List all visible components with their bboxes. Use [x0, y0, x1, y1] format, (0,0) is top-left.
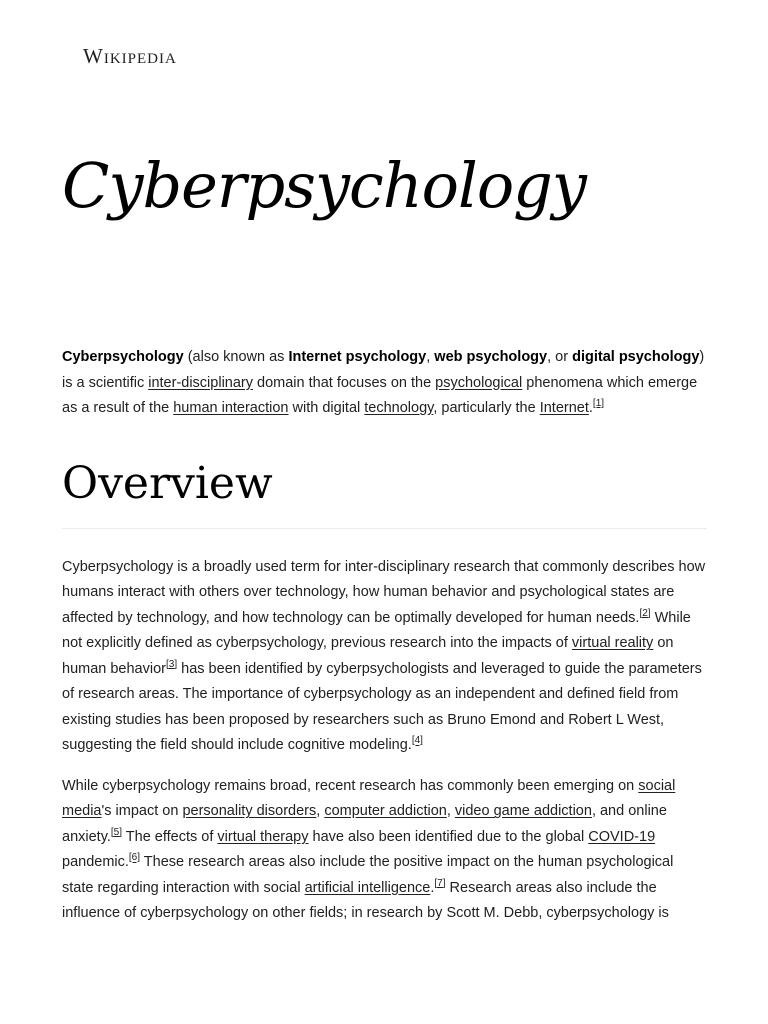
- para-text: on human behavior: [62, 635, 674, 677]
- reference-link[interactable]: [7]: [434, 878, 446, 890]
- para-text: Cyberpsychology is a broadly used term for inter-disciplinary research that commonly describes how humans interact with others over technology, how human behavior and psychological states are affected by technology, and how technology can be optimally developed for human needs.: [62, 558, 706, 626]
- term-bold: Cyberpsychology: [62, 349, 184, 365]
- intro-text: with digital: [288, 400, 365, 416]
- link-computer-addiction[interactable]: computer addiction: [324, 803, 447, 820]
- alt-name-bold: digital psychology: [572, 349, 700, 365]
- para-text: While not explicitly defined as cyberpsychology, previous research into the impacts of: [62, 609, 691, 652]
- para-text: has been identified by cyberpsychologists and leveraged to guide the parameters of research areas. The importance of cyberpsychology as an independent and defined field from existing studies has been proposed by researchers such as Bruno Emond and Robert L West, suggesting the field should include cognitive modeling.: [62, 660, 702, 754]
- link-video-game-addiction[interactable]: video game addiction: [454, 803, 592, 820]
- link-covid-19[interactable]: COVID-19: [588, 828, 656, 845]
- para-text: ,: [316, 803, 325, 820]
- link-personality-disorders[interactable]: personality disorders: [182, 803, 317, 820]
- intro-text: (also known as: [183, 349, 289, 365]
- reference-2: [639, 608, 650, 619]
- intro-paragraph: [62, 345, 707, 422]
- intro-text: , or: [547, 349, 573, 365]
- reference-7: [434, 878, 445, 889]
- para-text: The effects of: [122, 828, 218, 845]
- link-virtual-reality[interactable]: virtual reality: [571, 635, 654, 652]
- link-technology[interactable]: technology: [364, 400, 434, 416]
- link-psychological[interactable]: psychological: [435, 374, 523, 391]
- reference-link[interactable]: [2]: [639, 608, 651, 620]
- para-text: 's impact on: [101, 803, 183, 820]
- reference-link[interactable]: [1]: [592, 398, 605, 410]
- link-human-interaction[interactable]: human interaction: [173, 400, 289, 416]
- section-heading-overview: Overview: [62, 460, 707, 529]
- reference-4: [412, 736, 423, 747]
- para-text: These research areas also include the positive impact on the human psychological state regarding interaction with social: [62, 854, 674, 896]
- para-text: .: [430, 879, 435, 896]
- reference-1: [593, 398, 604, 409]
- overview-paragraph-1: [62, 555, 707, 759]
- alt-name-bold: web psychology: [434, 349, 548, 365]
- para-text: , and online anxiety.: [62, 803, 667, 845]
- page-title: Cyberpsychology: [62, 149, 586, 222]
- intro-text: domain that focuses on the: [253, 374, 436, 391]
- link-artificial-intelligence[interactable]: artificial intelligence: [304, 879, 431, 896]
- intro-text: phenomena which emerge as a result of the: [62, 374, 698, 416]
- alt-name-bold: Internet psychology: [288, 349, 427, 365]
- link-inter-disciplinary[interactable]: inter-disciplinary: [148, 374, 253, 391]
- para-text: While cyberpsychology remains broad, recent research has commonly been emerging on: [62, 777, 639, 794]
- wikipedia-logo[interactable]: Wikipedia: [83, 44, 177, 68]
- reference-link[interactable]: [6]: [128, 852, 141, 864]
- reference-link[interactable]: [5]: [110, 827, 123, 839]
- para-text: have also been identified due to the global: [308, 828, 589, 845]
- para-text: ,: [446, 803, 455, 820]
- overview-paragraph-2: [62, 774, 707, 927]
- intro-text: ,: [426, 349, 435, 365]
- para-text: pandemic.: [62, 854, 129, 871]
- reference-6: [129, 853, 140, 864]
- link-social-media[interactable]: social media: [62, 777, 676, 820]
- reference-3: [166, 659, 177, 670]
- link-virtual-therapy[interactable]: virtual therapy: [217, 828, 309, 845]
- para-text: Research areas also include the influence of cyberpsychology on other fields; in research by Scott M. Debb, cyberpsychology is: [62, 879, 669, 922]
- intro-text: .: [588, 400, 593, 416]
- intro-text: ) is a scientific: [62, 349, 705, 391]
- article-content: [62, 345, 707, 942]
- reference-link[interactable]: [4]: [411, 735, 423, 747]
- reference-5: [111, 827, 122, 838]
- link-internet[interactable]: Internet: [539, 400, 589, 416]
- intro-text: , particularly the: [433, 400, 540, 416]
- reference-link[interactable]: [3]: [166, 659, 178, 671]
